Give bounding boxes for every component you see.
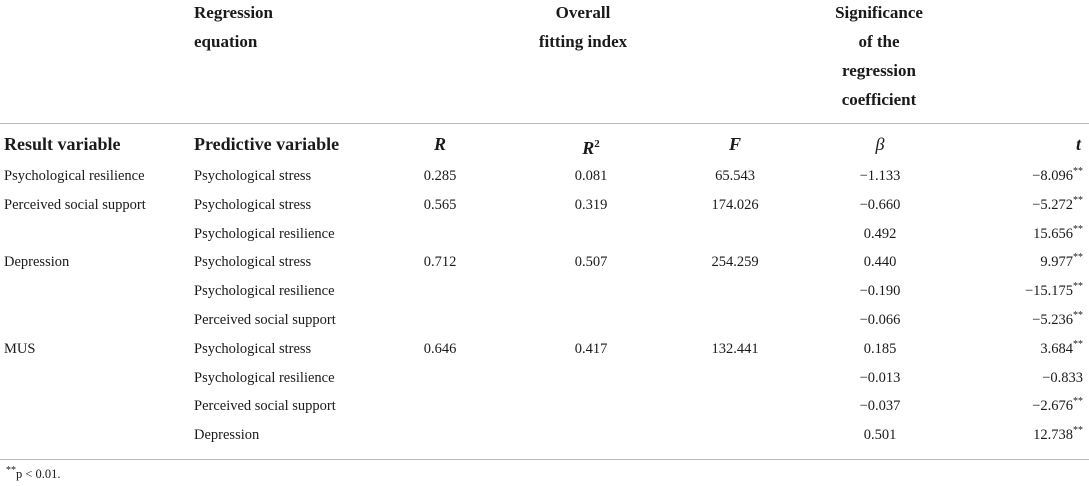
t-significance: **: [1073, 310, 1083, 322]
r-base: R: [582, 138, 595, 158]
cell-beta: −1.133: [859, 168, 901, 184]
t-value: −5.236: [1032, 312, 1073, 328]
header-line: fitting index: [538, 32, 628, 51]
cell-t: [1042, 364, 1083, 393]
header-line: regression: [842, 61, 916, 80]
cell-result-variable: Psychological resilience: [4, 168, 145, 184]
footnote: [6, 466, 61, 482]
cell-t: [1040, 248, 1083, 277]
cell-predictive-variable: Psychological resilience: [194, 283, 335, 300]
cell-r: 0.646: [423, 340, 457, 357]
header-line: Overall: [555, 3, 611, 22]
cell-beta: −0.190: [859, 283, 901, 300]
t-significance: **: [1073, 194, 1083, 206]
t-significance: **: [1073, 338, 1083, 350]
cell-predictive-variable: Psychological stress: [194, 340, 312, 357]
t-significance: **: [1073, 166, 1083, 178]
table-row: [0, 335, 1089, 364]
cell-r: 0.712: [423, 254, 457, 271]
column-header-row: [0, 130, 1089, 159]
table-row: [0, 162, 1089, 191]
table-row: [0, 220, 1089, 249]
table-row: [0, 392, 1089, 421]
cell-r: 0.285: [423, 168, 457, 184]
header-regression-equation: [194, 0, 273, 56]
table-row: [0, 277, 1089, 306]
cell-t: [1032, 392, 1083, 421]
cell-r: 0.565: [423, 196, 457, 213]
t-value: 9.977: [1040, 254, 1073, 271]
cell-r-squared: 0.319: [574, 196, 608, 213]
table-row: [0, 306, 1089, 335]
header-significance: [835, 0, 923, 114]
cell-f: 132.441: [711, 340, 759, 357]
col-r: R: [433, 134, 447, 154]
bottom-rule: [0, 459, 1089, 460]
t-value: −2.676: [1032, 398, 1073, 415]
table-row: [0, 248, 1089, 277]
table-row: [0, 421, 1089, 450]
col-predictive-variable: Predictive variable: [194, 134, 340, 154]
header-line: of the: [858, 32, 900, 51]
cell-result-variable: MUS: [4, 340, 36, 357]
table-row: [0, 364, 1089, 393]
col-f: F: [728, 134, 742, 154]
col-r-squared: [582, 130, 600, 163]
cell-predictive-variable: Psychological stress: [194, 196, 312, 213]
t-significance: **: [1073, 252, 1083, 264]
t-significance: **: [1073, 396, 1083, 408]
cell-beta: −0.037: [859, 398, 901, 415]
cell-r-squared: 0.417: [574, 340, 608, 357]
cell-result-variable: Perceived social support: [4, 196, 146, 213]
cell-result-variable: Depression: [4, 254, 70, 271]
header-line: coefficient: [841, 90, 917, 109]
cell-beta: −0.013: [859, 369, 901, 386]
cell-t: [1032, 191, 1083, 220]
col-t: t: [1075, 134, 1081, 154]
t-value: −5.272: [1032, 196, 1073, 213]
cell-t: [1025, 277, 1083, 306]
t-value: 3.684: [1040, 340, 1073, 357]
cell-predictive-variable: Perceived social support: [194, 398, 336, 415]
cell-f: 254.259: [711, 254, 759, 271]
cell-predictive-variable: Perceived social support: [194, 312, 336, 328]
cell-beta: 0.440: [863, 254, 897, 271]
t-value: 12.738: [1033, 427, 1073, 444]
header-rule: [0, 123, 1089, 124]
r-squared-sup: 2: [594, 138, 600, 150]
t-value: −8.096: [1032, 168, 1073, 184]
t-value: 15.656: [1033, 225, 1073, 242]
cell-beta: 0.501: [863, 427, 897, 444]
t-significance: **: [1073, 223, 1083, 235]
cell-t: [1032, 306, 1083, 335]
cell-predictive-variable: Psychological stress: [194, 168, 312, 184]
cell-predictive-variable: Psychological resilience: [194, 369, 335, 386]
cell-f: 65.543: [715, 168, 755, 184]
t-significance: **: [1073, 281, 1083, 293]
cell-f: 174.026: [711, 196, 759, 213]
cell-beta: −0.066: [859, 312, 901, 328]
header-line: Regression: [194, 3, 274, 22]
col-result-variable: Result variable: [4, 134, 121, 154]
header-overall-fitting-index: [539, 0, 627, 56]
t-value: −0.833: [1042, 369, 1083, 386]
cell-beta: 0.185: [863, 340, 897, 357]
cell-t: [1033, 220, 1083, 249]
t-value: −15.175: [1024, 283, 1073, 300]
cell-t: [1040, 335, 1083, 364]
cell-beta: 0.492: [863, 225, 897, 242]
col-beta: β: [875, 134, 885, 154]
header-line: Significance: [835, 3, 923, 22]
cell-predictive-variable: Psychological stress: [194, 254, 312, 271]
cell-t: [1032, 162, 1083, 191]
t-significance: **: [1073, 425, 1083, 437]
footnote-marker: **: [6, 464, 16, 476]
cell-t: [1033, 421, 1083, 450]
cell-r-squared: 0.507: [574, 254, 608, 271]
cell-predictive-variable: Psychological resilience: [194, 225, 335, 242]
table-row: [0, 191, 1089, 220]
header-line: equation: [194, 32, 258, 51]
cell-r-squared: 0.081: [574, 168, 608, 184]
cell-beta: −0.660: [859, 196, 901, 213]
cell-predictive-variable: Depression: [194, 427, 260, 444]
footnote-text: p < 0.01.: [16, 467, 61, 481]
